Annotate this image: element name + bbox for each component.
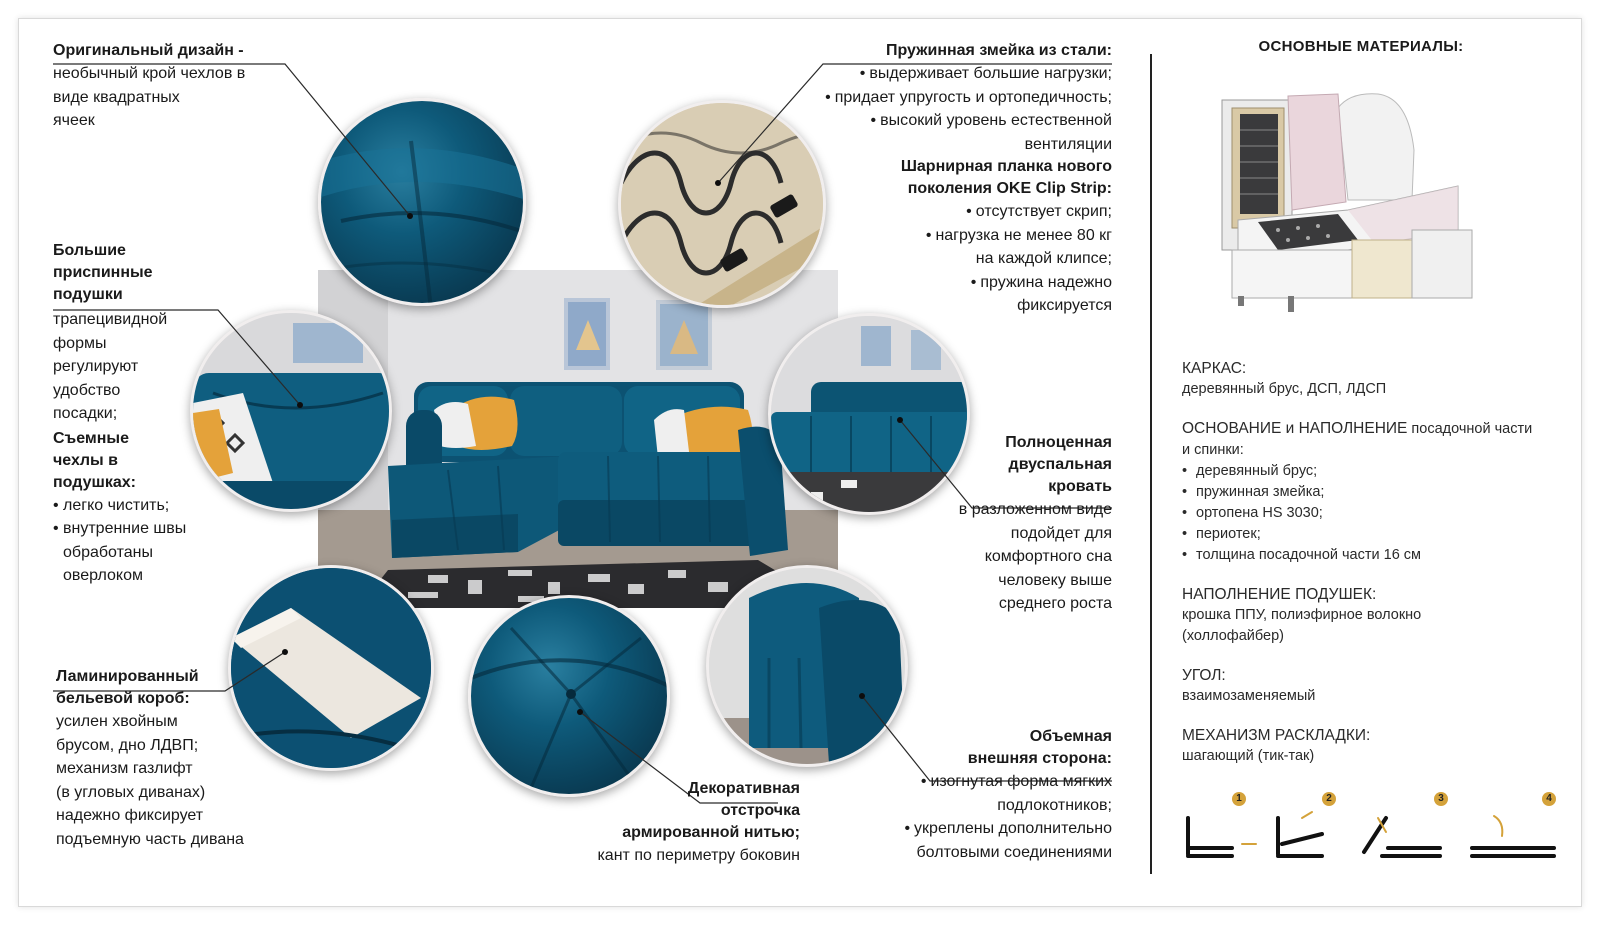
base-caption-rest: посадочной части и спинки: <box>1182 421 1533 458</box>
box-line: подъемную часть дивана <box>56 830 244 848</box>
fill-caption: НАПОЛНЕНИЕ ПОДУШЕК: <box>1182 586 1377 603</box>
pillows-title: Большие <box>53 242 126 259</box>
spring-item: • придает упругость и ортопедичность; <box>800 86 1112 110</box>
outer-title: внешняя сторона: <box>967 750 1112 767</box>
materials-fill <box>1182 584 1542 647</box>
materials-title: ОСНОВНЫЕ МАТЕРИАЛЫ: <box>1258 38 1464 55</box>
outer-list <box>880 770 1112 864</box>
pillows-line: регулируют <box>53 358 139 375</box>
box-title: бельевой короб: <box>56 690 190 707</box>
materials-list <box>1182 358 1542 785</box>
covers-item: • легко чистить; <box>53 494 223 518</box>
pillows-callout <box>53 240 223 588</box>
clip-item: • отсутствует скрип; <box>800 200 1112 224</box>
frame-text: деревянный брус, ДСП, ЛДСП <box>1182 381 1387 397</box>
fill-text: крошка ППУ, полиэфирное волокно (холлофайбер) <box>1182 607 1422 644</box>
materials-mechanism <box>1182 725 1542 767</box>
outer-callout <box>880 726 1112 864</box>
stitch-callout <box>560 778 800 868</box>
outer-item: • изогнутая форма мягких подлокотников; <box>880 770 1112 817</box>
mechanism-text: шагающий (тик-так) <box>1182 748 1315 764</box>
pillows-title: приспинные <box>53 264 153 281</box>
bed-callout <box>930 432 1112 616</box>
base-item: • деревянный брус; <box>1182 461 1542 482</box>
pillows-line: формы <box>53 334 107 352</box>
spring-texture <box>621 103 826 308</box>
outer-item: • укреплены дополнительно болтовыми соединениями <box>880 817 1112 864</box>
mechanism-caption: МЕХАНИЗМ РАСКЛАДКИ: <box>1182 727 1371 744</box>
step-number-badge: 1 <box>1232 792 1246 806</box>
pillows-line: удобство <box>53 381 121 399</box>
box-line: (в угловых диванах) <box>56 783 206 801</box>
pillows-line: посадки; <box>53 405 118 422</box>
clip-list <box>800 200 1112 318</box>
base-caption: ОСНОВАНИЕ и НАПОЛНЕНИЕ <box>1182 420 1408 437</box>
base-list <box>1182 461 1542 566</box>
armrest-texture <box>709 568 908 767</box>
design-title: Оригинальный дизайн - <box>53 42 244 59</box>
frame-caption: КАРКАС: <box>1182 360 1247 377</box>
bed-line: комфортного сна <box>984 548 1112 565</box>
corner-text: взаимозаменяемый <box>1182 688 1316 704</box>
circle-photo-design <box>318 98 526 306</box>
circle-photo-outer <box>706 565 908 767</box>
clip-item: • нагрузка не менее 80 кг на каждой клипсе; <box>800 224 1112 271</box>
step-number-badge: 4 <box>1542 792 1556 806</box>
covers-title: чехлы в <box>53 451 118 469</box>
column-divider <box>1150 54 1152 874</box>
clip-title: поколения OKE Clip Strip: <box>907 180 1112 197</box>
circle-photo-spring <box>618 100 826 308</box>
stitch-title: отстрочка <box>720 802 800 819</box>
clip-item: • пружина надежно фиксируется <box>800 271 1112 318</box>
spring-item: • высокий уровень естественной вентиляции <box>800 109 1112 156</box>
design-line: необычный крой чехлов в <box>53 65 246 82</box>
circle-photo-stitch <box>468 595 670 797</box>
box-line: механизм газлифт <box>56 760 193 777</box>
materials-corner <box>1182 665 1542 707</box>
bed-line: в разложенном виде <box>958 501 1112 518</box>
step-number-badge: 3 <box>1434 792 1448 806</box>
bed-line: человеку выше <box>998 571 1112 589</box>
sofa-cutaway-icon <box>1218 90 1480 312</box>
bed-title: Полноценная <box>1005 434 1112 451</box>
spring-callout <box>800 40 1112 318</box>
corner-caption: УГОЛ: <box>1182 667 1226 684</box>
box-line: надежно фиксирует <box>56 807 204 824</box>
outer-title: Объемная <box>1029 728 1112 745</box>
base-item: • толщина посадочной части 16 см <box>1182 545 1542 566</box>
step-number-badge: 2 <box>1322 792 1336 806</box>
stitch-texture <box>471 598 670 797</box>
velvet-texture <box>321 101 526 306</box>
base-item: • пружинная змейка; <box>1182 482 1542 503</box>
materials-cutaway-illustration <box>1218 90 1480 312</box>
main-sofa-photo <box>318 270 838 608</box>
bed-line: среднего роста <box>998 595 1112 612</box>
sofa-illustration <box>318 270 838 608</box>
stitch-title: армированной нитью; <box>622 824 800 841</box>
design-line: виде квадратных <box>53 88 180 106</box>
covers-title: Съемные <box>53 429 129 447</box>
base-item: • периотек; <box>1182 524 1542 545</box>
clip-title: Шарнирная планка нового <box>900 158 1112 175</box>
covers-item: • внутренние швы обработаны оверлоком <box>53 517 203 588</box>
materials-base <box>1182 418 1542 566</box>
covers-title: подушках: <box>53 473 136 491</box>
stitch-text: кант по периметру боковин <box>597 847 800 864</box>
design-line: ячеек <box>53 112 95 129</box>
box-title: Ламинированный <box>56 668 199 685</box>
spring-list <box>800 62 1112 156</box>
base-item: • ортопена HS 3030; <box>1182 503 1542 524</box>
bed-title: двуспальная <box>1008 456 1112 473</box>
box-callout <box>56 666 271 851</box>
bed-line: подойдет для <box>1010 524 1112 542</box>
mechanism-steps <box>1182 793 1562 868</box>
covers-list <box>53 494 223 588</box>
stitch-title: Декоративная <box>687 780 800 797</box>
mechanism-diagram-icon <box>1182 808 1562 868</box>
pillows-title: подушки <box>53 286 123 303</box>
materials-frame <box>1182 358 1542 400</box>
design-callout <box>53 40 293 133</box>
box-line: брусом, дно ЛДВП; <box>56 736 199 754</box>
spring-item: • выдерживает большие нагрузки; <box>800 62 1112 86</box>
pillows-line: трапецивидной <box>53 311 168 328</box>
bed-title: кровать <box>1048 478 1112 495</box>
spring-title: Пружинная змейка из стали: <box>885 42 1112 59</box>
box-line: усилен хвойным <box>56 713 178 730</box>
